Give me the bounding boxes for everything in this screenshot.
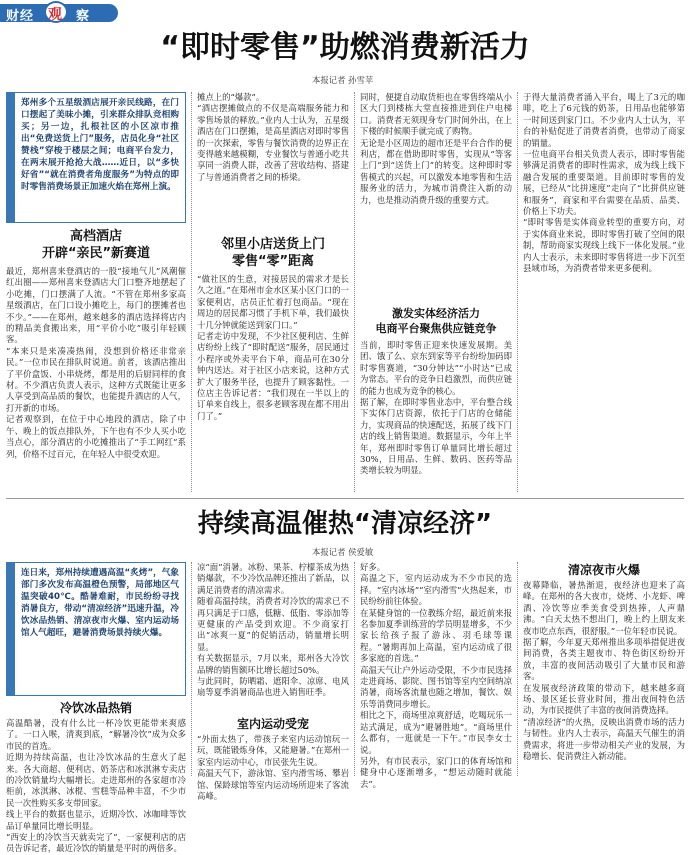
article1-col4: 于得大量消费者涌入平台，喝上了3元的咖啡，吃上了6元钱的奶茶，日用品也能够第一时间送到家门口。不少业内人士认为，平台的补贴促进了消费者消费，也带动了商家的销量。 一位电商平台相关负责人表示，即时零售能够满足消费者的即时性需求，成为线上线下融合发展的重要渠道。目前即时零售的发展，已经从“比拼速度”走向了“比拼供应链和服务”，商家和平台需要在品质、品类、价格上下功夫。 “即时零售是实体商业转型的重要方向，对于实体商业来说，即时零售打破了空间的限制，帮助商家实现线上线下一体化发展。”业内人士表示，未来即时零售将进一步下沉至县域市场，为消费者带来更多便利。	[523, 92, 685, 274]
article2-headline: 持续高温催热“清凉经济”	[197, 509, 493, 539]
article2-col4: 夜幕降临，暑热渐退，夜经济也迎来了高峰。在郑州的各大夜市，烧烤、小龙虾、啤酒、冷饮等应季美食受到热捧，人声鼎沸。“白天太热不想出门，晚上约上朋友来夜市吃点东西，很舒服。”一位年轻市民说。 据了解，今年夏天郑州推出多项举措促进夜间消费，各类主题夜市、特色街区纷纷开放，丰富的夜间活动吸引了大量市民和游客。 在发展夜经济政策的带动下，越来越多商场、景区延长营业时间，推出夜间特色活动，为市民提供了丰富的夜间消费选择。 “清凉经济”的火热，反映出消费市场的活力与韧性。业内人士表示，高温天气催生的消费需求，将进一步带动相关产业的发展，为稳增长、促消费注入新动能。	[523, 580, 685, 762]
section-header	[0, 0, 690, 24]
article1-col3-top: 同时，便捷自动取货柜也在零售终端从小区大门到楼栋大堂直接推进到住户电梯口。消费者无须现身专门时间外出，在上下楼的时候顺手就完成了购物。 无论是小区周边的超市还是平台合作的便利店，都在借助即时零售，实现从“等客上门”到“送货上门”的转变。这种即时零售模式的兴起，可以激发本地零售和生活服务业的活力，为城市消费注入新的动力，也是推动消费升级的重要方式。	[360, 92, 512, 205]
divider	[191, 92, 192, 492]
header-tail: 察	[76, 9, 90, 24]
article2-sub-a: 冷饮冰品热销	[59, 701, 132, 715]
article1-byline: 本报记者 孙雪苹	[312, 75, 374, 85]
article2-lead: 连日来，郑州持续遭遇高温“炙烤”，气象部门多次发布高温橙色预警，局部地区气温突破40℃。酷暑难耐，市民纷纷寻找消暑良方，带动“清凉经济”迅速升温，冷饮冰品热销、清凉夜市火爆、室内运动场馆人气超旺，避暑消费场景持续火爆。	[6, 562, 186, 696]
article1-col2-top: 摊点上的“爆款”。 “酒店摆摊做点的不仅是高端服务能力和零售场景的释放。”业内人士认为，五星级酒店在门口摆摊，是高星酒店对即时零售的一次探索，零售与餐饮消费的边界正在变得越来越模糊，专业餐饮与普通小吃共享同一消费人群，改善了营收结构、搭建了与普通消费者之间的桥梁。	[197, 92, 349, 182]
article2-sub-c: 清凉夜市火爆	[567, 563, 640, 577]
article-separator	[6, 498, 684, 499]
article1-headline: “即时零售”助燃消费新活力	[160, 30, 530, 65]
divider	[517, 92, 518, 492]
article1-sub2: 邻里小店送货上门 零售“零”距离	[220, 237, 325, 269]
article1-col1: 最近，郑州喜来登酒店的一股“接地气儿”风潮催红出圈——郑州喜来登酒店大门口整齐地摆起了小吃摊，门口摆满了人流。“不管在郑州多家高星级酒店，在门口设小摊吃上，每门的摆摊者也不少。”——在郑州，越来越多的酒店选择将店内的精品美食搬出来，用“平价小吃”吸引年轻顾客。 “本来只是来凑凑热闹，没想到价格还非常亲民。”一位市民在排队时说道。前者，该酒店推出了平价盒饭、小串烧烤，都是用的后厨同样的食材。不少酒店负责人表示，这种方式既能让更多人享受到高品质的餐饮，也能提升酒店的人气，打开新的市场。 记者观察到，在位于中心地段的酒店，除了中午、晚上的饭点排队外，下午也有不少人买小吃当点心，部分酒店的小吃摊推出了“手工网红”系列，价格不过百元，在年轻人中很受欢迎。	[6, 266, 186, 459]
article2-col1: 高温酷暑，没有什么比一杯冷饮更能带来爽感了。一口入喉，清爽到底，“解暑冷饮”成为众多市民的首选。 近期为持续高温，也让冷饮冰品的生意火了起来。各大商超、便利店、奶茶店和冰淇淋专卖店的冷饮销量均大幅增长。走进郑州的各家超市冷柜前，冰淇淋、冰棍、雪糕等品种丰富，不少市民一次性购买多支带回家。 线上平台的数据也显示，近期冷饮、冰咖啡等饮品订单量同比增长明显。 “西安上的冷饮当天就卖完了”，一家便利店的店员告诉记者，最近冷饮的销量是平时的两倍多。	[6, 718, 186, 854]
article2-byline: 本报记者 侯爱敏	[312, 547, 374, 557]
article2-col3: 好多。 高温之下，室内运动成为不少市民的选择。“室内冰场”“室内滑雪”火热起来，市民纷纷前往体验。 在某健身馆的一位教练介绍，最近前来报名参加夏季训练营的学员明显增多，不少家长给孩子报了游泳、羽毛球等课程。“暑期再加上高温，室内运动成了很多家庭的首选。” 高温天气让户外运动受限，不少市民选择走进商场、影院、图书馆等室内空间纳凉消暑，商场客流量也随之增加，餐饮、娱乐等消费同步增长。 相比之下，商场里凉爽舒适，吃喝玩乐一站式满足，成为“避暑胜地”。“商场里什么都有，一逛就是一下午。”市民李女士说。 另外，有市民表示，家门口的体育场馆和健身中心逐渐增多，“想运动随时就能去”。	[360, 562, 512, 789]
header-brand: 财经	[6, 9, 35, 24]
article2-col2-bottom: “外面太热了，带孩子来室内运动馆玩一玩，既能锻炼身体，又能避暑。”在郑州一家室内运动中心，市民张先生说。 高温天气下，游泳馆、室内滑雪场、攀岩馆、保龄球馆等室内运动场所迎来了客流高峰。	[197, 734, 349, 802]
article1-sub3: 激发实体经济活力 电商平台聚焦供应链竞争	[375, 307, 497, 335]
header-accent: 观	[48, 7, 62, 23]
article2-sub-b: 室内运动受宠	[236, 717, 309, 731]
divider	[354, 92, 355, 492]
article1-lead: 郑州多个五星级酒店展开亲民线路，在门口摆起了美味小摊，引来群众排队竞相购买；另一边，扎根社区的小区凉市推出“免费送货上门”服务，店员化身“社区赞栈”穿梭于楼层之间；电商平台发力，在两末展开抢抢大战……近日，以“多快好省”“就在消费者角度服务”为特点的即时零售消费场景正加速火焰在郑州上演。	[6, 92, 186, 223]
divider	[517, 562, 518, 776]
divider	[191, 562, 192, 776]
article1-col2-bottom: “做社区的生意，对接居民的需求才是长久之道。”在郑州市金水区某小区门口的一家便利店，店员正忙着打包商品。“现在周边的居民都习惯了手机下单，我们最快十几分钟就能送到家门口。” 记者走访中发现，不少社区便利店、生鲜店纷纷上线了“即时配送”服务，居民通过小程序或外卖平台下单，商品可在30分钟内送达。对于社区小店来说，这种方式扩大了服务半径，也提升了顾客黏性。一位店主告诉记者：“我们现在一半以上的订单来自线上，很多老顾客现在都不用出门了。”	[197, 274, 349, 421]
article1-sub1: 高档酒店 开辟“亲民”新赛道	[41, 229, 151, 261]
divider	[354, 562, 355, 776]
article1-col3-bottom: 当前，即时零售正迎来快速发展期。美团、饿了么、京东到家等平台纷纷加码即时零售赛道，“30分钟达”“小时达”已成为常态。平台的竞争日趋激烈，而供应链的能力也成为竞争的核心。 据了解，在即时零售业态中，平台整合线下实体门店资源，依托于门店的仓储能力，实现商品的快速配送，拓展了线下门店的线上销售渠道。数据显示，今年上半年，郑州即时零售订单量同比增长超过30%，日用品、生鲜、数码、医药等品类增长较为明显。	[360, 340, 512, 476]
article2-col2: 凉“面”消暑。冰粉、果茶、柠檬茶成为热销爆款，不少冷饮品牌还推出了新品，以满足消费者的清凉需求。 随着高温持续，消费者对冷饮的需求已不再只满足于口感，低糖、低脂、零添加等更健康的产品受到欢迎。不少商家打出“冰爽一夏”的促销活动，销量增长明显。 有关数据显示，7月以来，郑州各大冷饮品牌的销售额环比增长超过50%。 与此同时，防晒霜、遮阳伞、凉席、电风扇等夏季消暑商品也进入销售旺季。	[197, 562, 349, 698]
